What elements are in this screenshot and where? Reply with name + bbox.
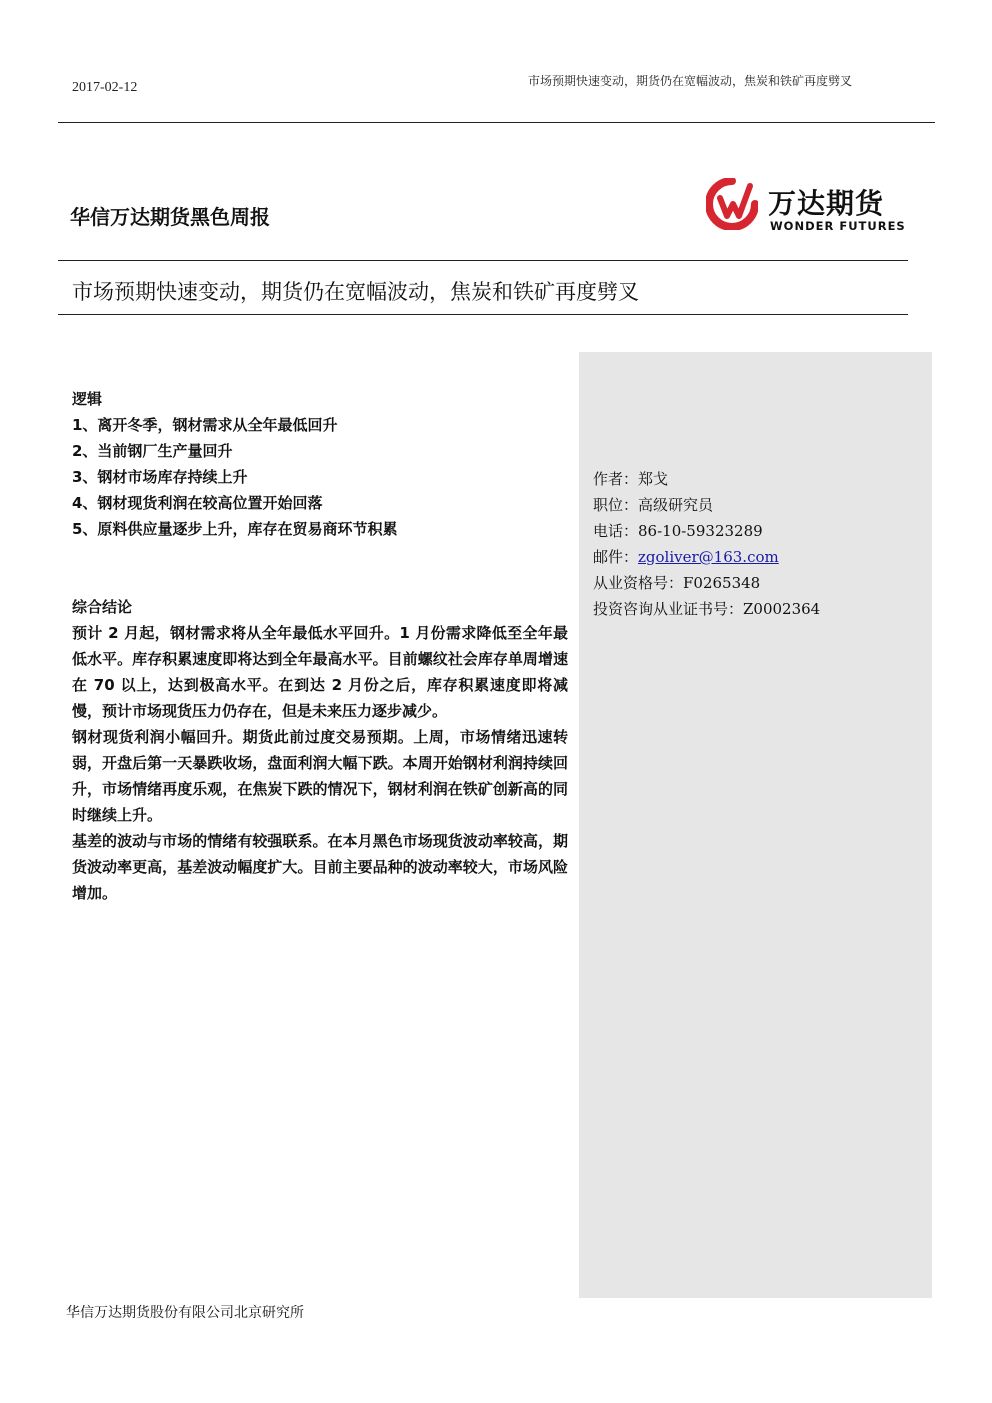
- logic-item: 4、钢材现货利润在较高位置开始回落: [72, 494, 323, 512]
- author-phone: 电话：86-10-59323289: [593, 522, 763, 540]
- main-content: [72, 386, 568, 906]
- logic-item: 1、离开冬季，钢材需求从全年最低回升: [72, 416, 338, 434]
- author-email-line: [593, 544, 820, 570]
- logo-text-en: WONDER FUTURES: [770, 219, 906, 233]
- header-date: 2017-02-12: [72, 80, 138, 95]
- author-info: [593, 466, 820, 622]
- logic-title: 逻辑: [72, 390, 103, 408]
- conclusion-paragraph: 预计 2 月起，钢材需求将从全年最低水平回升。1 月份需求降低至全年最低水平。库存积累速度即将达到全年最高水平。目前螺纹社会库存单周增速在 70 以上，达到极高水平。在到达 2 月份之后，库存积累速度即将减慢，预计市场现货压力仍存在，但是未来压力逐步减少。: [72, 624, 568, 720]
- conclusion-paragraph: 基差的波动与市场的情绪有较强联系。在本月黑色市场现货波动率较高，期货波动率更高，基差波动幅度扩大。目前主要品种的波动率较大，市场风险增加。: [72, 832, 568, 902]
- author-email-link[interactable]: zgoliver@163.com: [638, 548, 779, 566]
- logo-text-cn: 万达期货: [768, 187, 885, 220]
- conclusion-title: 综合结论: [72, 598, 133, 616]
- author-title: 职位：高级研究员: [593, 496, 714, 514]
- author-email-label: 邮件：: [593, 548, 639, 566]
- logic-item: 3、钢材市场库存持续上升: [72, 468, 248, 486]
- subtitle-rule-top: [58, 260, 908, 261]
- header-rule: [58, 122, 935, 123]
- report-subtitle: 市场预期快速变动，期货仍在宽幅波动，焦炭和铁矿再度劈叉: [72, 280, 639, 304]
- author-license: 从业资格号：F0265348: [593, 574, 761, 592]
- company-logo: [706, 176, 921, 236]
- subtitle-rule-bottom: [58, 314, 908, 315]
- logic-section: [72, 386, 568, 542]
- footer-company: 华信万达期货股份有限公司北京研究所: [66, 1305, 304, 1321]
- logic-item: 2、当前钢厂生产量回升: [72, 442, 233, 460]
- conclusion-paragraph: 钢材现货利润小幅回升。期货此前过度交易预期。上周，市场情绪迅速转弱，开盘后第一天暴跌收场，盘面利润大幅下跌。本周开始钢材利润持续回升，市场情绪再度乐观，在焦炭下跌的情况下，钢材利润在铁矿创新高的同时继续上升。: [72, 728, 568, 824]
- author-name: 作者：郑戈: [593, 470, 669, 488]
- header-running-title: 市场预期快速变动，期货仍在宽幅波动，焦炭和铁矿再度劈叉: [528, 74, 853, 88]
- conclusion-section: [72, 594, 568, 906]
- logic-item: 5、原料供应量逐步上升，库存在贸易商环节积累: [72, 520, 398, 538]
- report-title: 华信万达期货黑色周报: [70, 205, 270, 229]
- author-consult-license: 投资咨询从业证书号：Z0002364: [593, 600, 821, 618]
- logo-mark-icon: [706, 178, 758, 230]
